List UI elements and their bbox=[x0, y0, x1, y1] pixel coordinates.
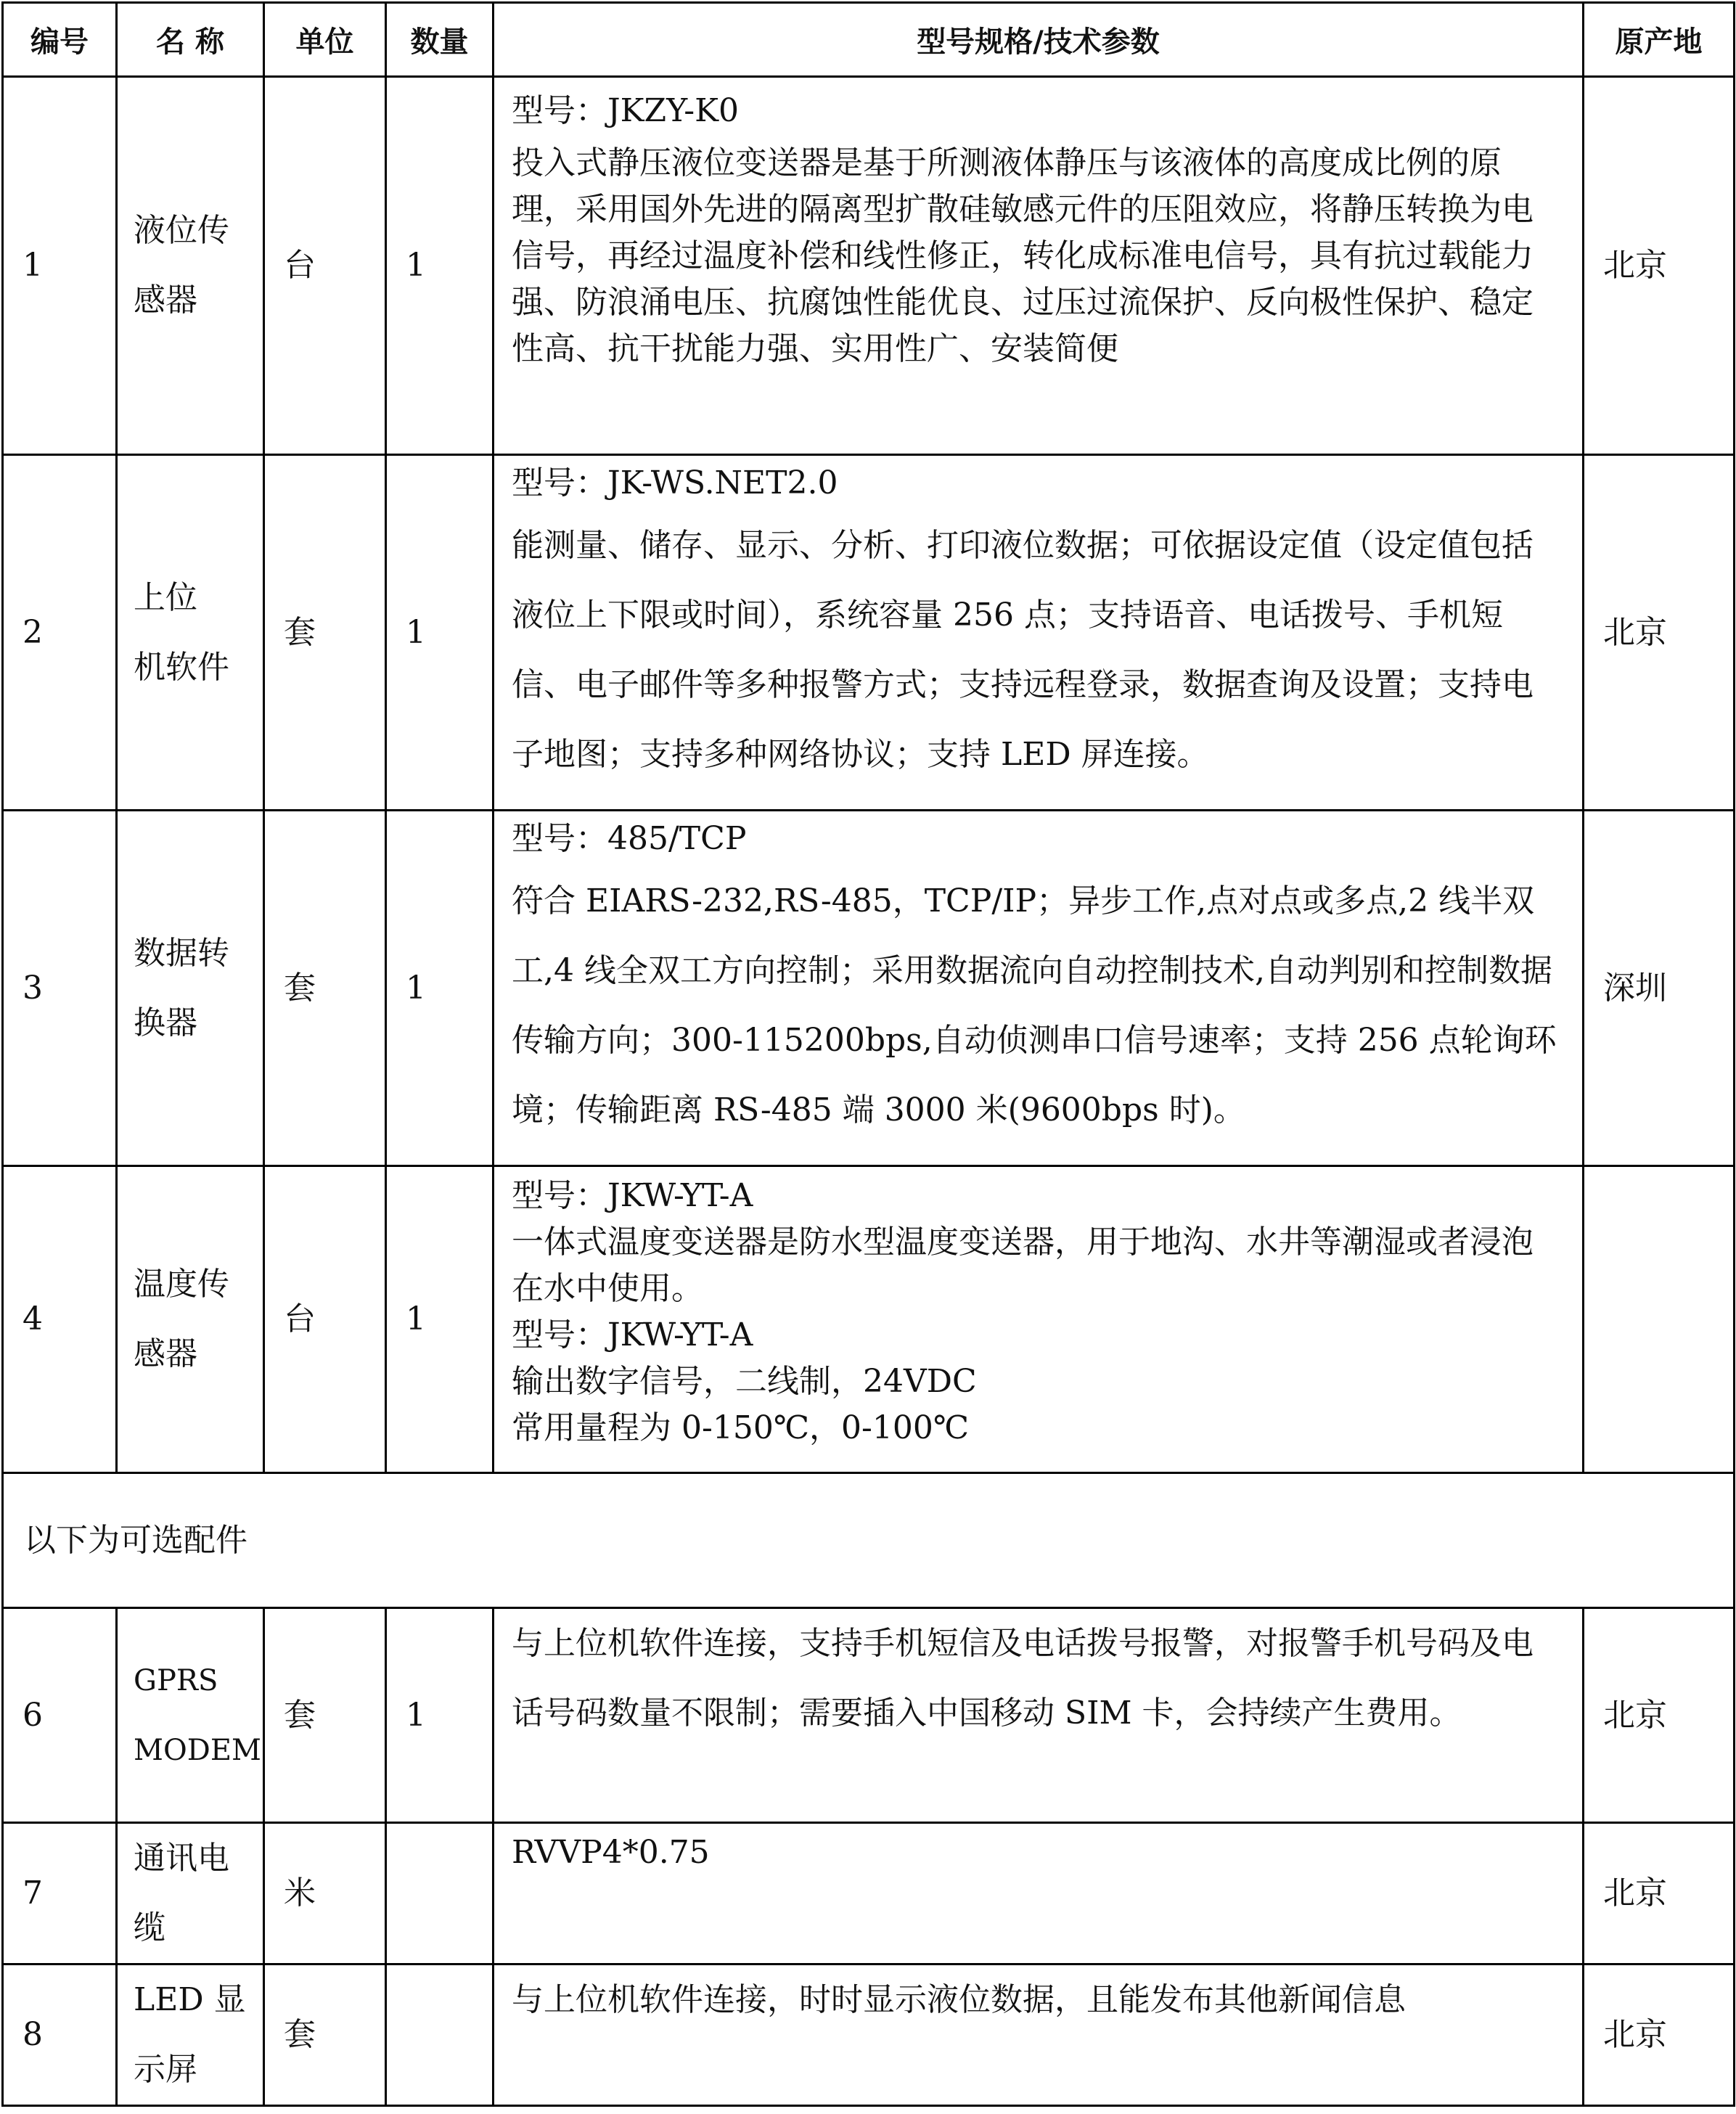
cell-num: 8 bbox=[3, 1965, 117, 2106]
name-line: 换器 bbox=[134, 1004, 197, 1041]
cell-num: 4 bbox=[3, 1166, 117, 1473]
spec-description: 能测量、储存、显示、分析、打印液位数据；可依据设定值（设定值包括液位上下限或时间），系统容量 256 点；支持语音、电话拨号、手机短信、电子邮件等多种报警方式；支持远程登录，数据查询及设置；支持电子地图；支持多种网络协议；支持 LED 屏连接。 bbox=[512, 527, 1534, 773]
name-line: 数据转 bbox=[134, 934, 229, 972]
cell-origin: 北京 bbox=[1584, 1965, 1735, 2106]
cell-qty bbox=[386, 1965, 494, 2106]
header-origin: 原产地 bbox=[1584, 3, 1735, 77]
spec-description: 与上位机软件连接，时时显示液位数据，且能发布其他新闻信息 bbox=[512, 1981, 1406, 2018]
name-line: 上位 bbox=[134, 578, 197, 616]
header-num: 编号 bbox=[3, 3, 117, 77]
table-row bbox=[3, 455, 1735, 811]
cell-name bbox=[117, 1823, 264, 1965]
cell-spec bbox=[494, 77, 1584, 455]
cell-origin: 北京 bbox=[1584, 455, 1735, 811]
cell-origin: 深圳 bbox=[1584, 811, 1735, 1166]
cell-origin: 北京 bbox=[1584, 1823, 1735, 1965]
table-header-row bbox=[3, 3, 1735, 77]
cell-num: 6 bbox=[3, 1608, 117, 1823]
spec-model: 型号：JK-WS.NET2.0 bbox=[512, 464, 838, 501]
name-line: LED 显 bbox=[134, 1981, 246, 2018]
cell-spec bbox=[494, 1166, 1584, 1473]
name-line: GPRS bbox=[134, 1663, 218, 1697]
table-row bbox=[3, 811, 1735, 1166]
cell-qty bbox=[386, 1823, 494, 1965]
cell-unit: 台 bbox=[264, 1166, 386, 1473]
cell-unit: 套 bbox=[264, 455, 386, 811]
cell-qty: 1 bbox=[386, 1608, 494, 1823]
cell-qty: 1 bbox=[386, 77, 494, 455]
cell-name bbox=[117, 1166, 264, 1473]
spec-description: 符合 EIARS-232,RS-485，TCP/IP；异步工作,点对点或多点,2 线半双工,4 线全双工方向控制；采用数据流向自动控制技术,自动判别和控制数据传输方向；300-115200bps,自动侦测串口信号速率；支持 256 点轮询环境；传输距离 RS-485 端 3000 米(9600bps 时)。 bbox=[512, 882, 1557, 1128]
table-row bbox=[3, 1166, 1735, 1473]
cell-name bbox=[117, 1608, 264, 1823]
cell-qty: 1 bbox=[386, 455, 494, 811]
name-line: 温度传 bbox=[134, 1266, 229, 1303]
name-line: 液位传 bbox=[134, 212, 229, 249]
spec-model: 型号：JKZY-K0 bbox=[512, 92, 740, 129]
spec-description-line: 输出数字信号，二线制，24VDC bbox=[512, 1363, 977, 1400]
header-qty: 数量 bbox=[386, 3, 494, 77]
spec-description: RVVP4*0.75 bbox=[512, 1834, 710, 1871]
cell-name bbox=[117, 1965, 264, 2106]
name-line: 感器 bbox=[134, 282, 197, 319]
cell-num: 2 bbox=[3, 455, 117, 811]
table-row bbox=[3, 1823, 1735, 1965]
cell-spec bbox=[494, 455, 1584, 811]
name-line: 感器 bbox=[134, 1335, 197, 1372]
cell-unit: 米 bbox=[264, 1823, 386, 1965]
name-line: 通讯电 bbox=[134, 1840, 229, 1877]
spec-description-line: 一体式温度变送器是防水型温度变送器，用于地沟、水井等潮湿或者浸泡在水中使用。 bbox=[512, 1224, 1534, 1307]
section-row bbox=[3, 1473, 1735, 1608]
cell-spec bbox=[494, 1965, 1584, 2106]
table-row bbox=[3, 77, 1735, 455]
spec-model: 型号：485/TCP bbox=[512, 820, 747, 857]
cell-spec bbox=[494, 1823, 1584, 1965]
name-line: 缆 bbox=[134, 1909, 165, 1946]
cell-num: 1 bbox=[3, 77, 117, 455]
cell-name bbox=[117, 455, 264, 811]
header-name: 名 称 bbox=[117, 3, 264, 77]
table-row bbox=[3, 1965, 1735, 2106]
name-line: MODEM bbox=[134, 1733, 261, 1767]
cell-qty: 1 bbox=[386, 1166, 494, 1473]
name-line: 机软件 bbox=[134, 648, 229, 686]
cell-num: 7 bbox=[3, 1823, 117, 1965]
cell-spec bbox=[494, 1608, 1584, 1823]
cell-origin bbox=[1584, 1166, 1735, 1473]
cell-origin: 北京 bbox=[1584, 77, 1735, 455]
cell-name bbox=[117, 811, 264, 1166]
cell-unit: 套 bbox=[264, 1965, 386, 2106]
name-line: 示屏 bbox=[134, 2051, 197, 2088]
spec-description: 投入式静压液位变送器是基于所测液体静压与该液体的高度成比例的原理，采用国外先进的隔离型扩散硅敏感元件的压阻效应，将静压转换为电信号，再经过温度补偿和线性修正，转化成标准电信号，具有抗过载能力强、防浪涌电压、抗腐蚀性能优良、过压过流保护、反向极性保护、稳定性高、抗干扰能力强、实用性广、安装简便 bbox=[512, 144, 1534, 367]
spec-model: 型号：JKW-YT-A bbox=[512, 1177, 753, 1214]
cell-origin: 北京 bbox=[1584, 1608, 1735, 1823]
header-unit: 单位 bbox=[264, 3, 386, 77]
spec-description-line: 型号：JKW-YT-A bbox=[512, 1316, 753, 1353]
equipment-spec-table bbox=[1, 1, 1735, 2107]
cell-num: 3 bbox=[3, 811, 117, 1166]
cell-qty: 1 bbox=[386, 811, 494, 1166]
cell-name bbox=[117, 77, 264, 455]
section-label: 以下为可选配件 bbox=[3, 1473, 1735, 1608]
cell-unit: 套 bbox=[264, 811, 386, 1166]
spec-description-line: 常用量程为 0-150℃，0-100℃ bbox=[512, 1409, 970, 1446]
cell-spec bbox=[494, 811, 1584, 1166]
cell-unit: 台 bbox=[264, 77, 386, 455]
header-spec: 型号规格/技术参数 bbox=[494, 3, 1584, 77]
table-row bbox=[3, 1608, 1735, 1823]
cell-unit: 套 bbox=[264, 1608, 386, 1823]
spec-description: 与上位机软件连接，支持手机短信及电话拨号报警，对报警手机号码及电话号码数量不限制；需要插入中国移动 SIM 卡，会持续产生费用。 bbox=[512, 1625, 1534, 1732]
